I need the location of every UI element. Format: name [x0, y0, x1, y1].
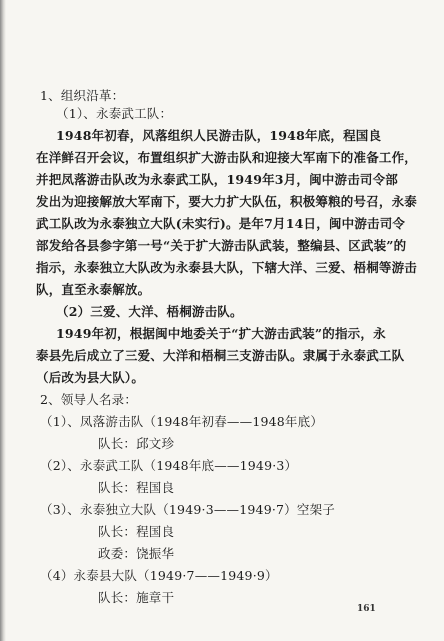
section-heading-organization: 1、组织沿革： — [40, 88, 125, 103]
leader-entry-detail: 队长：邱文珍 — [98, 436, 175, 451]
subsection-heading-guerrillas: （2）三爱、大洋、梧桐游击队。 — [56, 304, 243, 319]
paragraph-line: 泰县先后成立了三爱、大洋和梧桐三支游击队。隶属于永泰武工队 — [36, 348, 405, 363]
page-number: 161 — [357, 604, 376, 614]
paragraph-line: 并把凤落游击队改为永泰武工队，1949年3月，闽中游击司令部 — [36, 172, 398, 187]
leader-entry-detail: 政委：饶振华 — [98, 546, 175, 561]
paragraph-line: 武工队改为永泰独立大队(未实行)。是年7月14日，闽中游击司令 — [36, 216, 406, 231]
paragraph-line: 1949年初，根据闽中地委关于“扩大游击武装”的指示，永 — [56, 326, 386, 341]
paragraph-line: 队，直至永泰解放。 — [36, 282, 151, 297]
leader-entry-heading: （2）、永泰武工队（1948年底——1949·3） — [40, 458, 298, 473]
leader-entry-heading: （4）永泰县大队（1949·7——1949·9） — [40, 568, 278, 583]
leader-entry-heading: （1）、凤落游击队（1948年初春——1948年底） — [40, 414, 324, 429]
paragraph-line: 发出为迎接解放大军南下，要大力扩大队伍，积极筹粮的号召，永泰 — [36, 194, 418, 209]
paragraph-line: （后改为县大队）。 — [36, 370, 145, 385]
paragraph-line: 部发给各县参字第一号“关于扩大游击队武装，整编县、区武装”的 — [36, 238, 407, 253]
leader-entry-heading: （3）、永泰独立大队（1949·3——1949·7）空架子 — [40, 502, 335, 517]
paragraph-line: 1948年初春，风落组织人民游击队，1948年底，程国良 — [56, 128, 382, 143]
leader-entry-detail: 队长：程国良 — [98, 480, 175, 495]
paragraph-line: 在洋鲜召开会议，布置组织扩大游击队和迎接大军南下的准备工作， — [36, 150, 418, 165]
page-edge-shadow — [0, 0, 6, 641]
leader-entry-detail: 队长：施章干 — [98, 590, 175, 605]
paragraph-line: 指示，永泰独立大队改为永泰县大队，下辖大洋、三爱、梧桐等游击 — [36, 260, 418, 275]
section-heading-leaders: 2、领导人名录： — [40, 392, 138, 407]
subsection-heading-wugongdui: （1）、永泰武工队： — [56, 106, 173, 121]
leader-entry-detail: 队长：程国良 — [98, 524, 175, 539]
